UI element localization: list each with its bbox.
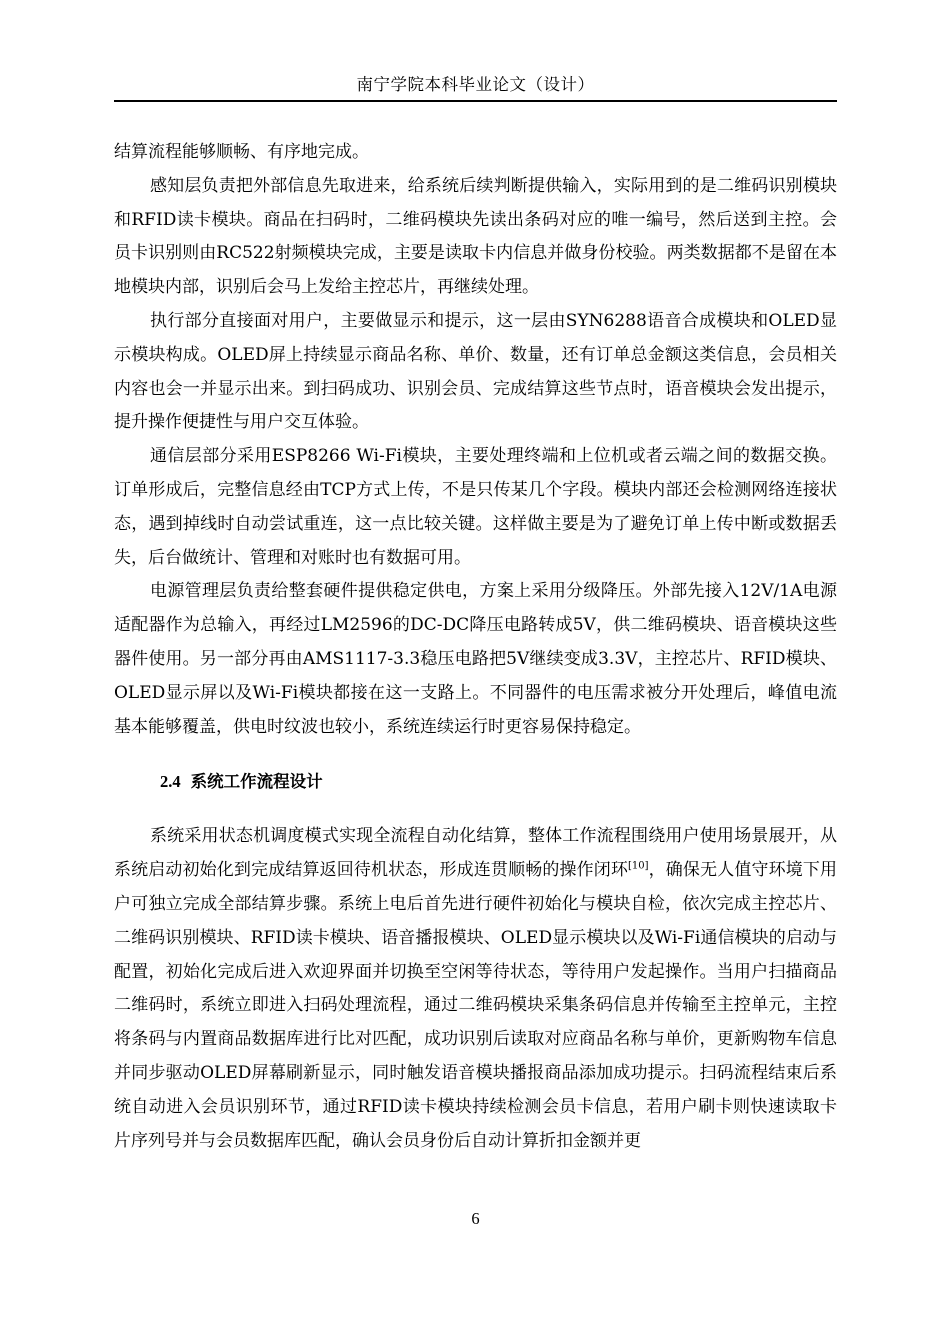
- header-rule: [114, 100, 837, 102]
- citation: [10]: [628, 860, 649, 872]
- paragraph-text: ，确保无人值守环境下用户可独立完成全部结算步骤。系统上电后首先进行硬件初始化与模块自检，依次完成主控芯片、二维码识别模块、RFID读卡模块、语音播报模块、OLED显示模块以及Wi-Fi通信模块的启动与配置，初始化完成后进入欢迎界面并切换至空闲等待状态，等待用户发起操作。当用户扫描商品二维码时，系统立即进入扫码处理流程，通过二维码模块采集条码信息并传输至主控单元，主控将条码与内置商品数据库进行比对匹配，成功识别后读取对应商品名称与单价，更新购物车信息并同步驱动OLED屏幕刷新显示，同时触发语音模块播报商品添加成功提示。扫码流程结束后系统自动进入会员识别环节，通过RFID读卡模块持续检测会员卡信息，若用户刷卡则快速读取卡片序列号并与会员数据库匹配，确认会员身份后自动计算折扣金额并更: [114, 860, 837, 1151]
- paragraph: 执行部分直接面对用户，主要做显示和提示，这一层由SYN6288语音合成模块和OLED显示模块构成。OLED屏上持续显示商品名称、单价、数量，还有订单总金额这类信息，会员相关内容也会一并显示出来。到扫码成功、识别会员、完成结算这些节点时，语音模块会发出提示，提升操作便捷性与用户交互体验。: [114, 310, 837, 433]
- body-text: [114, 136, 837, 1158]
- paragraph: [114, 820, 837, 1158]
- paragraph-text: 系统采用状态机调度模式实现全流程自动化结算，整体工作流程围绕用户使用场景展开，从系统启动初始化到完成结算返回待机状态，形成连贯顺畅的操作闭环: [114, 826, 837, 881]
- paragraph: 结算流程能够顺畅、有序地完成。: [114, 142, 369, 162]
- paragraph: 电源管理层负责给整套硬件提供稳定供电，方案上采用分级降压。外部先接入12V/1A电源适配器作为总输入，再经过LM2596的DC-DC降压电路转成5V，供二维码模块、语音模块这些器件使用。另一部分再由AMS1117-3.3稳压电路把5V继续变成3.3V，主控芯片、RFID模块、OLED显示屏以及Wi-Fi模块都接在这一支路上。不同器件的电压需求被分开处理后，峰值电流基本能够覆盖，供电时纹波也较小，系统连续运行时更容易保持稳定。: [114, 581, 837, 737]
- paragraph: 通信层部分采用ESP8266 Wi-Fi模块，主要处理终端和上位机或者云端之间的数据交换。订单形成后，完整信息经由TCP方式上传，不是只传某几个字段。模块内部还会检测网络连接状态，遇到掉线时自动尝试重连，这一点比较关键。这样做主要是为了避免订单上传中断或数据丢失，后台做统计、管理和对账时也有数据可用。: [114, 446, 837, 568]
- page-number: 6: [471, 1209, 480, 1228]
- paragraph: 感知层负责把外部信息先取进来，给系统后续判断提供输入，实际用到的是二维码识别模块和RFID读卡模块。商品在扫码时，二维码模块先读出条码对应的唯一编号，然后送到主控。会员卡识别则由RC522射频模块完成，主要是读取卡内信息并做身份校验。两类数据都不是留在本地模块内部，识别后会马上发给主控芯片，再继续处理。: [114, 175, 837, 298]
- section-title: 系统工作流程设计: [190, 772, 323, 792]
- page-header: 南宁学院本科毕业论文（设计）: [356, 75, 595, 94]
- section-heading: [114, 768, 837, 796]
- section-number: 2.4: [160, 772, 181, 792]
